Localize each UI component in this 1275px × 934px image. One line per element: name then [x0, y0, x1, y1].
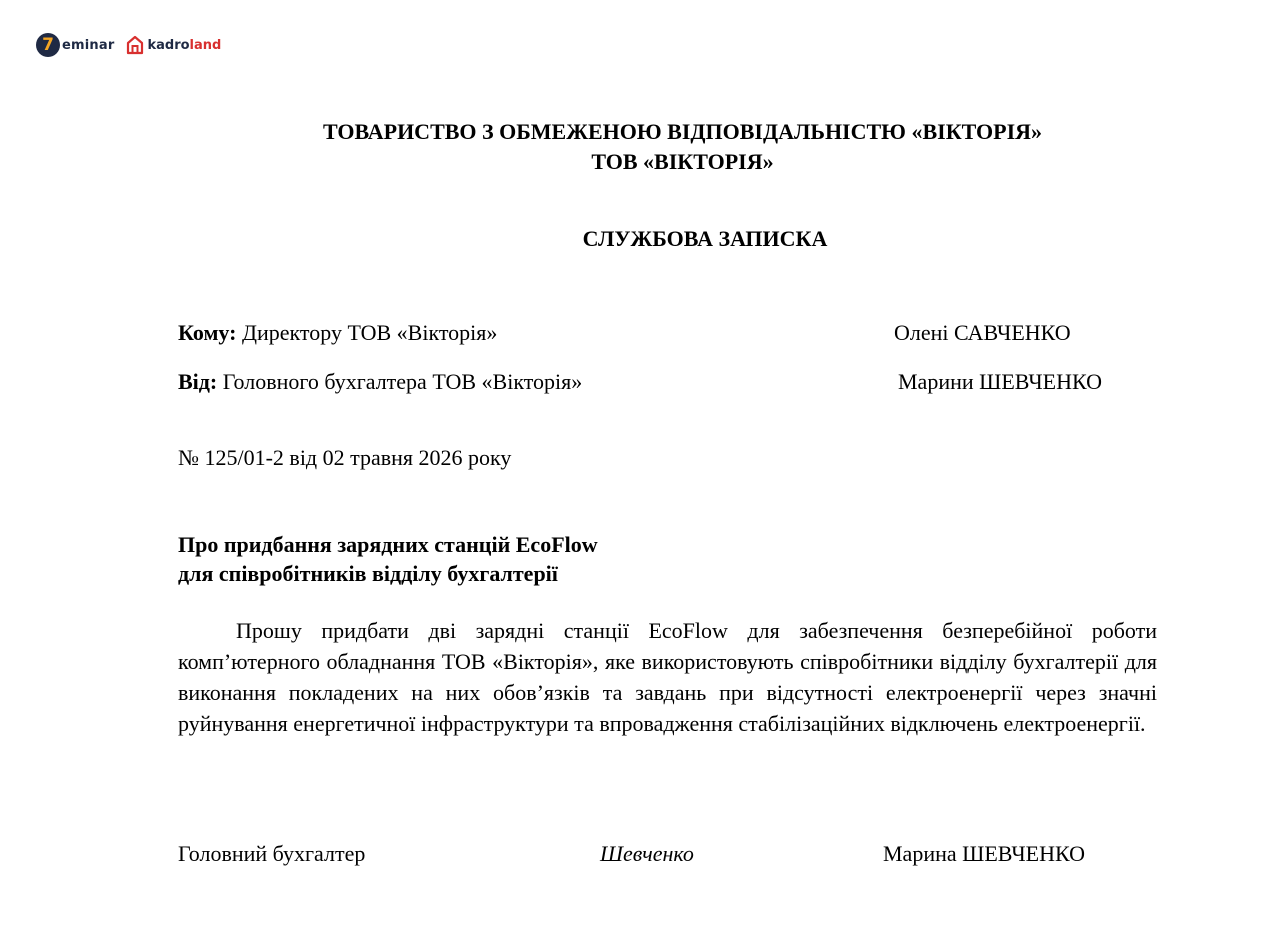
from-name: Марини ШЕВЧЕНКО — [898, 369, 1102, 394]
kadroland-logo — [126, 35, 221, 55]
kadroland-house-icon — [126, 35, 144, 55]
kadroland-logo-text-1: kadro — [147, 37, 190, 53]
company-short-name: ТОВ «ВІКТОРІЯ» — [591, 149, 774, 174]
document-number: № 125/01-2 від 02 травня 2026 року — [178, 445, 512, 470]
seminar-logo-badge: 7 — [36, 33, 60, 57]
signature-handwritten: Шевченко — [600, 841, 694, 866]
to-text: Директору ТОВ «Вікторія» — [236, 320, 498, 345]
to-label: Кому: — [178, 320, 237, 345]
seminar-logo — [36, 33, 114, 57]
subject — [178, 530, 598, 588]
from-line — [178, 368, 582, 396]
company-header — [100, 117, 1265, 177]
subject-line-1: Про придбання зарядних станцій EcoFlow — [178, 532, 598, 557]
body-paragraph: Прошу придбати дві зарядні станції EcoFlow для забезпечення безперебійної роботи комп’ютерного обладнання ТОВ «Вікторія», яке використовують співробітники відділу бухгалтерії для виконання покладених на них обов’язків та завдань при відсутності електроенергії через значні руйнування енергетичної інфраструктури та впровадження стабілізаційних відключень електроенергії. — [178, 618, 1157, 736]
signature-name: Марина ШЕВЧЕНКО — [883, 841, 1085, 866]
signature-position: Головний бухгалтер — [178, 841, 366, 866]
to-line — [178, 319, 497, 347]
kadroland-logo-text-2: land — [189, 37, 222, 53]
from-label: Від: — [178, 369, 218, 394]
logo-bar — [36, 30, 221, 60]
to-name: Олені САВЧЕНКО — [894, 320, 1071, 345]
seminar-logo-text: eminar — [62, 37, 115, 53]
subject-line-2: для співробітників відділу бухгалтерії — [178, 561, 558, 586]
document-title: СЛУЖБОВА ЗАПИСКА — [582, 226, 828, 251]
company-full-name: ТОВАРИСТВО З ОБМЕЖЕНОЮ ВІДПОВІДАЛЬНІСТЮ «ВІКТОРІЯ» — [322, 119, 1043, 144]
from-text: Головного бухгалтера ТОВ «Вікторія» — [217, 369, 583, 394]
